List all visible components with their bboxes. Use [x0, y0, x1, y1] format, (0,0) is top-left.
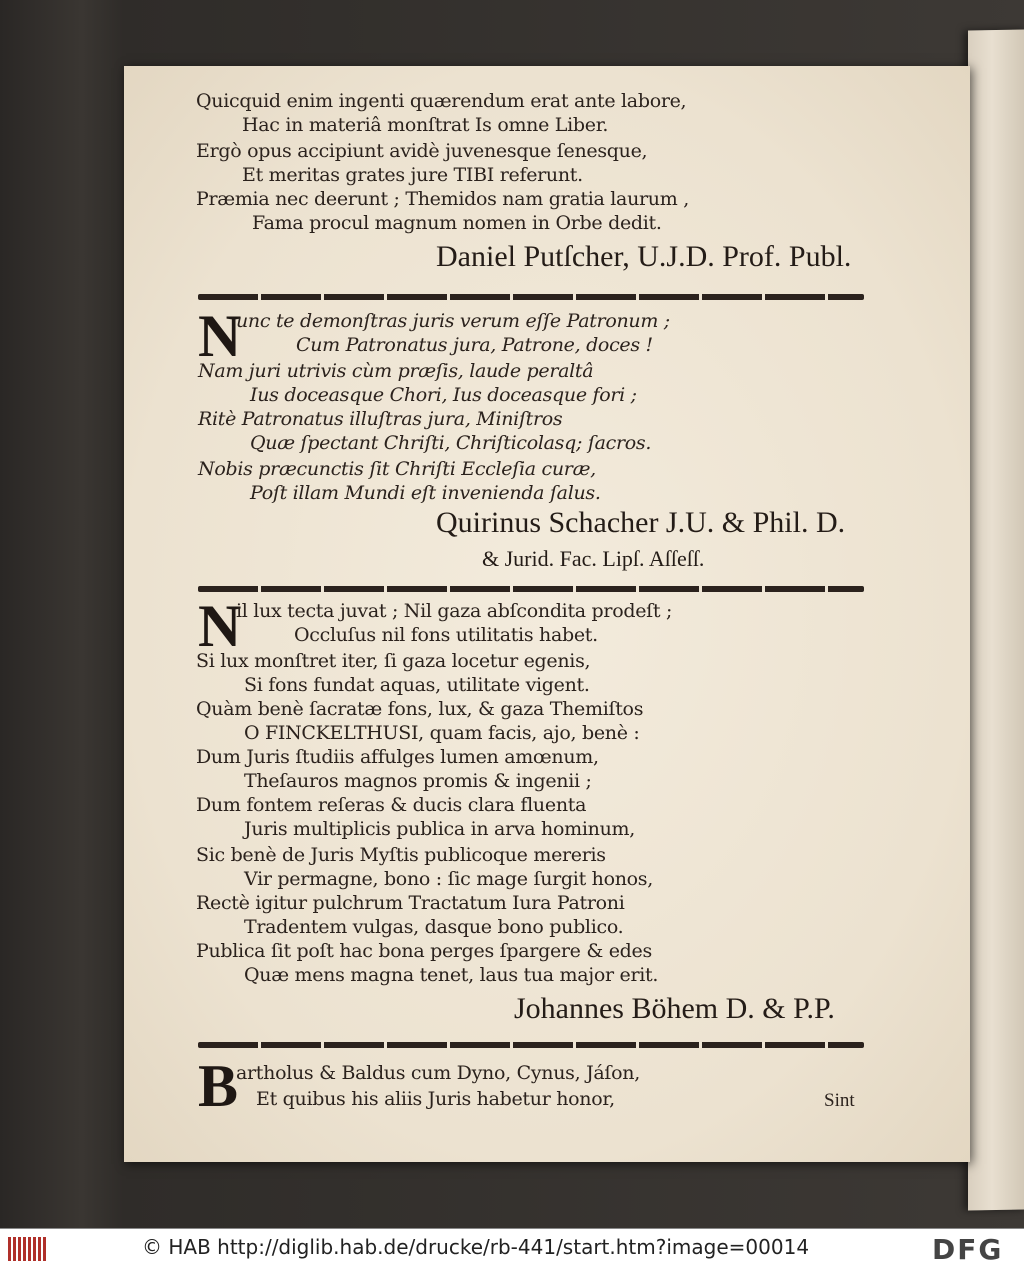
verse-line: Nam juri utrivis cùm præſis, laude peraltâ [198, 360, 594, 382]
verse-line: Et quibus his aliis Juris habetur honor, [256, 1088, 615, 1110]
drop-cap-initial: N [198, 593, 242, 659]
author-signature: Daniel Putſcher, U.J.D. Prof. Publ. [436, 240, 852, 273]
copyright-link[interactable]: © HAB http://diglib.hab.de/drucke/rb-441/start.htm?image=00014 [142, 1235, 810, 1259]
verse-line: Si fons fundat aquas, utilitate vigent. [244, 674, 590, 696]
verse-line: Poſt illam Mundi eſt invenienda ſalus. [250, 482, 601, 504]
catchword: Sint [824, 1090, 855, 1111]
verse-line: Hac in materiâ monſtrat Is omne Liber. [242, 114, 609, 136]
verse-line: Cum Patronatus jura, Patrone, doces ! [296, 334, 653, 356]
verse-line: Ius doceasque Chori, Ius doceasque fori ; [250, 384, 637, 406]
verse-line: Dum Juris ſtudiis affulges lumen amœnum, [196, 746, 599, 768]
verse-line: Quàm benè ſacratæ fons, lux, & gaza Themiſtos [196, 698, 644, 720]
drop-cap-initial: B [198, 1053, 239, 1119]
verse-line: Tradentem vulgas, dasque bono publico. [244, 916, 624, 938]
ornamental-rule [198, 294, 864, 300]
verse-line: Vir permagne, bono : ſic mage ſurgit honos, [244, 868, 653, 890]
author-signature: Quirinus Schacher J.U. & Phil. D. [436, 506, 846, 539]
verse-line: Sic benè de Juris Myſtis publicoque mereris [196, 844, 606, 866]
verse-line: O FINCKELTHUSI, quam facis, ajo, benè : [244, 722, 640, 744]
ornamental-rule [198, 586, 864, 592]
verse-line: Publica ſit poſt hac bona perges ſpargere & edes [196, 940, 652, 962]
verse-line: Nobis præcunctis ſit Chriſti Eccleſia curæ, [198, 458, 596, 480]
verse-line: Quicquid enim ingenti quærendum erat ante labore, [196, 90, 687, 112]
verse-line: Si lux monſtret iter, ſi gaza locetur egenis, [196, 650, 591, 672]
verse-line: artholus & Baldus cum Dyno, Cynus, Jáſon, [236, 1062, 640, 1084]
ornamental-rule [198, 1042, 864, 1048]
adjacent-page-edge [968, 29, 1024, 1210]
verse-line: Præmia nec deerunt ; Themidos nam gratia laurum , [196, 188, 689, 210]
verse-line: Juris multiplicis publica in arva hominum, [244, 818, 635, 840]
verse-line: Quæ ſpectant Chriſti, Chriſticolasq; ſacros. [250, 432, 652, 454]
verse-line: Theſauros magnos promis & ingenii ; [244, 770, 592, 792]
verse-line: Occluſus nil fons utilitatis habet. [294, 624, 598, 646]
verse-line: unc te demonſtras juris verum eſſe Patronum ; [236, 310, 670, 332]
viewer-footer [0, 1228, 1024, 1269]
verse-line: Quæ mens magna tenet, laus tua major erit. [244, 964, 659, 986]
verse-line: il lux tecta juvat ; Nil gaza abſcondita prodeſt ; [236, 600, 673, 622]
verse-line: Rectè igitur pulchrum Tractatum Iura Patroni [196, 892, 625, 914]
drop-cap-initial: N [198, 303, 242, 369]
verse-line: Dum fontem reſeras & ducis clara fluenta [196, 794, 587, 816]
book-page [124, 66, 970, 1162]
verse-line: Ritè Patronatus illuſtras jura, Miniſtros [198, 408, 563, 430]
dfg-logo: DFG [932, 1233, 1004, 1266]
verse-line: Fama procul magnum nomen in Orbe dedit. [252, 212, 662, 234]
author-signature: Johannes Böhem D. & P.P. [514, 992, 835, 1025]
verse-line: Et meritas grates jure TIBI referunt. [242, 164, 583, 186]
verse-line: Ergò opus accipiunt avidè juvenesque ſenesque, [196, 140, 648, 162]
hab-logo-icon [8, 1237, 48, 1261]
author-title: & Jurid. Fac. Lipſ. Aſſeſſ. [482, 546, 705, 571]
